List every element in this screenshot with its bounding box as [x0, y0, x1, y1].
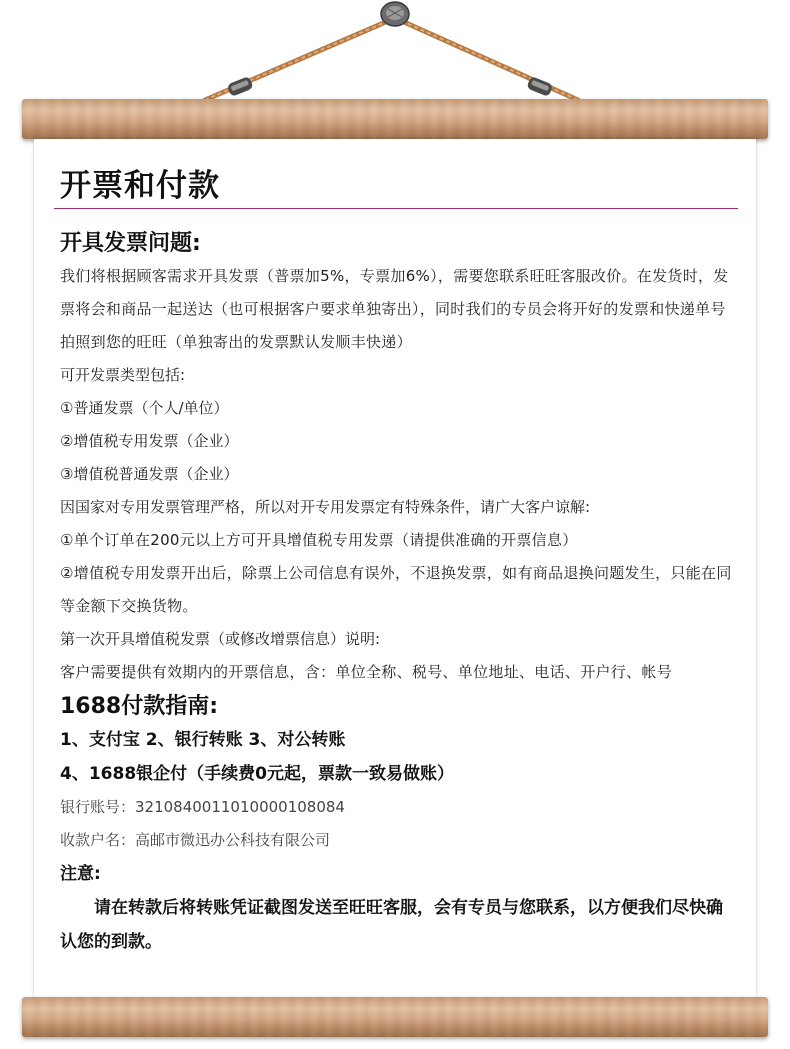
special-invoice-condition: ①单个订单在200元以上方可开具增值税专用发票（请提供准确的开票信息） [60, 531, 578, 549]
page-title: 开票和付款 [60, 168, 220, 204]
invoice-type-item: ①普通发票（个人/单位） [60, 399, 229, 417]
rope-clamp-left-icon [227, 76, 254, 97]
invoice-heading: 开具发票问题: [60, 231, 201, 256]
note-body: 请在转款后将转账凭证截图发送至旺旺客服，会有专员与您联系，以方便我们尽快确认您的到款。 [60, 898, 723, 952]
invoice-types-label: 可开发票类型包括: [60, 366, 186, 384]
content-body [60, 228, 736, 959]
first-time-invoice-desc: 客户需要提供有效期内的开票信息，含：单位全称、税号、单位地址、电话、开户行、帐号 [60, 663, 673, 681]
bottom-wooden-rod [22, 997, 768, 1037]
top-wooden-rod [22, 99, 768, 139]
payment-heading: 1688付款指南: [60, 694, 219, 719]
payment-section [60, 691, 736, 857]
invoice-intro: 我们将根据顾客需求开具发票（普票加5%，专票加6%），需要您联系旺旺客服改价。在发货时，发票将会和商品一起送达（也可根据客户要求单独寄出），同时我们的专员会将开好的发票和快递单号拍照到您的旺旺（单独寄出的发票默认发顺丰快递） [60, 267, 729, 351]
payment-methods-line: 4、1688银企付（手续费0元起，票款一致易做账） [60, 764, 454, 784]
bank-account: 银行账号：3210840011010000108084 [60, 798, 345, 816]
special-invoice-condition: ②增值税专用发票开出后，除票上公司信息有误外，不退换发票，如有商品退换问题发生，只能在同等金额下交换货物。 [60, 564, 732, 615]
first-time-invoice-label: 第一次开具增值税发票（或修改增票信息）说明: [60, 630, 381, 648]
note-heading: 注意: [60, 864, 101, 884]
special-invoice-intro: 因国家对专用发票管理严格，所以对开专用发票定有特殊条件，请广大客户谅解: [60, 498, 591, 516]
note-section [60, 857, 736, 959]
invoice-type-item: ③增值税普通发票（企业） [60, 465, 239, 483]
invoice-section [60, 228, 736, 689]
nail-icon [381, 2, 409, 26]
rope-clamp-right-icon [526, 76, 553, 97]
invoice-type-item: ②增值税专用发票（企业） [60, 432, 239, 450]
account-name: 收款户名：高邮市微迅办公科技有限公司 [60, 831, 331, 849]
title-divider [54, 208, 738, 209]
payment-methods-line: 1、支付宝 2、银行转账 3、对公转账 [60, 730, 346, 750]
